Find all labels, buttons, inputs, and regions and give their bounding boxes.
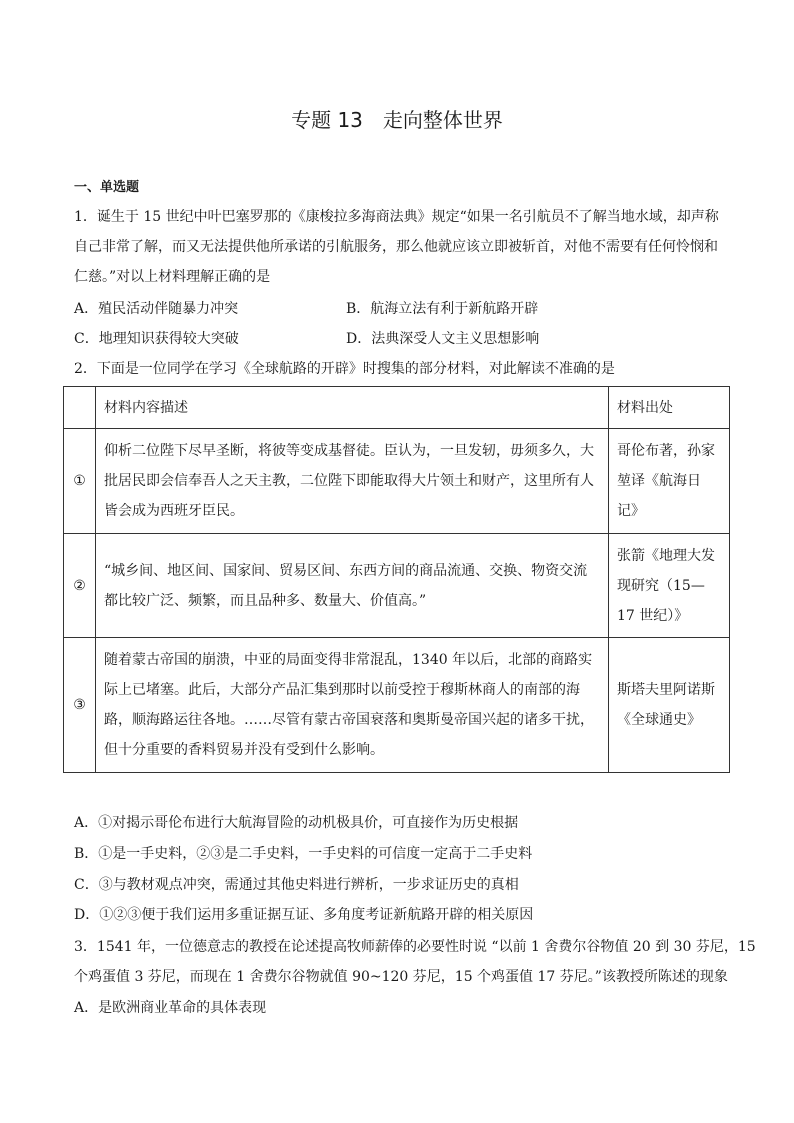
question-1-option-a: A．殖民活动伴随暴力冲突 xyxy=(74,301,239,317)
table-row xyxy=(64,534,730,638)
question-3-stem-line-2: 个鸡蛋值 3 芬尼，而现在 1 舍费尔谷物就值 90~120 芬尼，15 个鸡蛋值 17 芬尼。”该教授所陈述的现象 xyxy=(74,969,728,985)
question-2-option-a: A．①对揭示哥伦布进行大航海冒险的动机极具价，可直接作为历史根据 xyxy=(74,815,519,831)
section-heading: 一、单选题 xyxy=(74,180,140,195)
question-1-option-b: B．航海立法有利于新航路开辟 xyxy=(346,301,539,317)
material-table xyxy=(63,386,730,773)
page-title: 专题 13 走向整体世界 xyxy=(291,108,503,132)
table-header-row xyxy=(64,387,730,429)
row-number: ② xyxy=(64,534,96,638)
table-header-cell: 材料出处 xyxy=(609,387,730,429)
question-2-option-b: B．①是一手史料，②③是二手史料，一手史料的可信度一定高于二手史料 xyxy=(74,846,533,862)
question-1-option-c: C．地理知识获得较大突破 xyxy=(74,331,239,347)
question-3-option-a: A．是欧洲商业革命的具体表现 xyxy=(74,1000,267,1016)
question-2-option-d: D．①②③便于我们运用多重证据互证、多角度考证新航路开辟的相关原因 xyxy=(74,907,534,923)
table-header-cell: 材料内容描述 xyxy=(96,387,609,429)
row-content: 仰析二位陛下尽早圣断，将彼等变成基督徒。臣认为，一旦发轫，毋须多久，大批居民即会信奉吾人之天主教，二位陛下即能取得大片领土和财产，这里所有人皆会成为西班牙臣民。 xyxy=(96,429,609,534)
question-2-stem: 2．下面是一位同学在学习《全球航路的开辟》时搜集的部分材料，对此解读不准确的是 xyxy=(74,361,615,377)
row-content: 随着蒙古帝国的崩溃，中亚的局面变得非常混乱，1340 年以后，北部的商路实际上已堵塞。此后，大部分产品汇集到那时以前受控于穆斯林商人的南部的海路，顺海路运往各地。……尽管有蒙古帝国衰落和奥斯曼帝国兴起的诸多干扰，但十分重要的香料贸易并没有受到什么影响。 xyxy=(96,638,609,773)
question-1-stem: 1．诞生于 15 世纪中叶巴塞罗那的《康梭拉多海商法典》规定“如果一名引航员不了解当地水域，却声称自己非常了解，而又无法提供他所承诺的引航服务，那么他就应该立即被斩首，对他不需要有任何怜悯和仁慈。”对以上材料理解正确的是 xyxy=(74,209,719,285)
row-source: 斯塔夫里阿诺斯《全球通史》 xyxy=(609,638,730,773)
row-number: ① xyxy=(64,429,96,534)
table-header-cell xyxy=(64,387,96,429)
row-source: 哥伦布著，孙家堃译《航海日记》 xyxy=(609,429,730,534)
row-number: ③ xyxy=(64,638,96,773)
row-content: “城乡间、地区间、国家间、贸易区间、东西方间的商品流通、交换、物资交流都比较广泛、频繁，而且品种多、数量大、价值高。” xyxy=(96,534,609,638)
row-source: 张箭《地理大发现研究（15—17 世纪）》 xyxy=(609,534,730,638)
question-2-option-c: C．③与教材观点冲突，需通过其他史料进行辨析，一步求证历史的真相 xyxy=(74,877,519,893)
table-row xyxy=(64,638,730,773)
table-row xyxy=(64,429,730,534)
question-1-option-d: D．法典深受人文主义思想影响 xyxy=(346,331,540,347)
question-3-stem-line-1: 3．1541 年，一位德意志的教授在论述提高牧师薪俸的必要性时说 “以前 1 舍费尔谷物值 20 到 30 芬尼，15 xyxy=(74,939,756,955)
